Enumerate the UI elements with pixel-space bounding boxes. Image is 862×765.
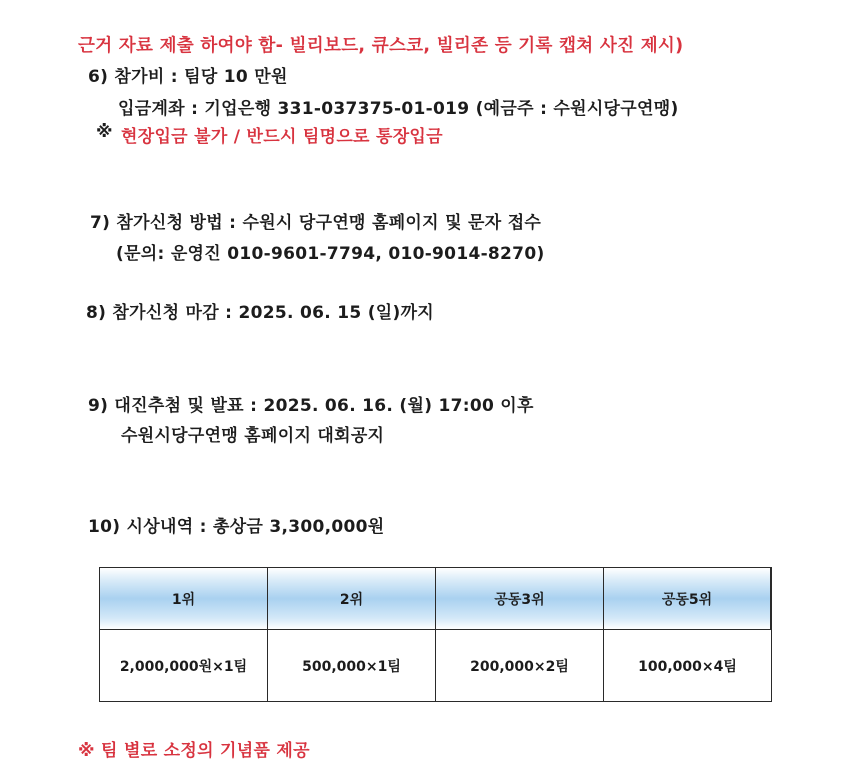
- prize-table: [99, 567, 772, 702]
- prize-value-3: 200,000×2팀: [436, 630, 604, 701]
- prize-heading: 10) 시상내역 : 총상금 3,300,000원: [88, 517, 385, 537]
- application-deadline: 8) 참가신청 마감 : 2025. 06. 15 (일)까지: [86, 303, 435, 323]
- evidence-note: 근거 자료 제출 하여야 함- 빌리보드, 큐스코, 빌리존 등 기록 캡쳐 사진 제시): [78, 36, 684, 56]
- fee-heading: 6) 참가비 : 팀당 10 만원: [88, 67, 288, 87]
- prize-value-4: 100,000×4팀: [638, 658, 737, 675]
- prize-header-2: 2위: [268, 568, 436, 630]
- deposit-warning: 현장입금 불가 / 반드시 팀명으로 통장입금: [121, 127, 443, 147]
- prize-value-1: 2,000,000원×1팀: [100, 630, 268, 701]
- souvenir-note: ※ 팀 별로 소정의 기념품 제공: [78, 741, 310, 761]
- prize-header-1: 1위: [100, 568, 268, 630]
- prize-value-2: 500,000×1팀: [268, 630, 436, 701]
- draw-announcement: 9) 대진추첨 및 발표 : 2025. 06. 16. (월) 17:00 이후: [88, 396, 534, 416]
- prize-header-4: 공동5위: [604, 568, 771, 630]
- announcement-location: 수원시당구연맹 홈페이지 대회공지: [121, 426, 385, 446]
- notice-mark: ※: [96, 122, 113, 142]
- bank-account: 입금계좌 : 기업은행 331-037375-01-019 (예금주 : 수원시당구연맹): [118, 99, 679, 119]
- application-method: 7) 참가신청 방법 : 수원시 당구연맹 홈페이지 및 문자 접수: [90, 213, 542, 233]
- contact-info: (문의: 운영진 010-9601-7794, 010-9014-8270): [116, 244, 545, 264]
- prize-header-3: 공동3위: [436, 568, 604, 630]
